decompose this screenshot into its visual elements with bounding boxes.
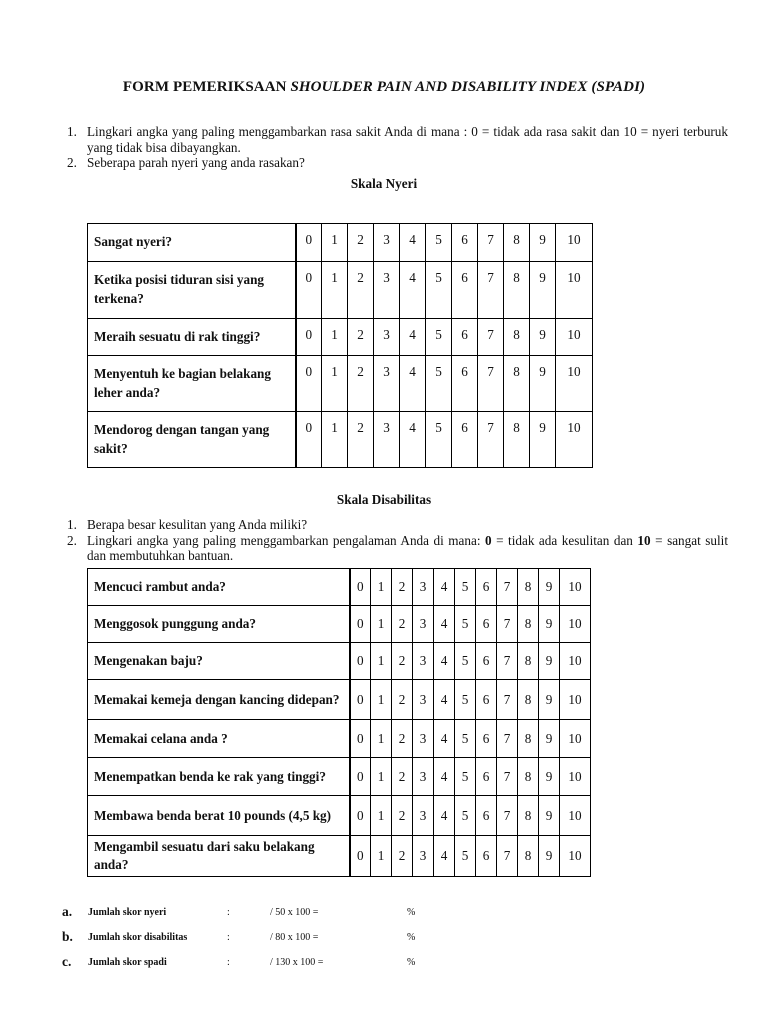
disability-table-row: [88, 643, 591, 680]
scale-option-4[interactable]: 4: [400, 319, 426, 356]
summary-letter: a.: [62, 904, 73, 919]
scale-option-4[interactable]: 4: [434, 836, 455, 877]
scale-option-9[interactable]: 9: [530, 262, 556, 319]
summary-label: Jumlah skor disabilitas: [88, 932, 188, 943]
list-number: 2.: [67, 155, 77, 170]
scale-option-10[interactable]: 10: [560, 720, 591, 758]
scale-option-8[interactable]: 8: [518, 836, 539, 877]
scale-option-3[interactable]: 3: [413, 680, 434, 720]
scale-option-10[interactable]: 10: [556, 262, 593, 319]
scale-option-9[interactable]: 9: [539, 606, 560, 643]
pain-table-row: [88, 412, 593, 468]
question-label: Meraih sesuatu di rak tinggi?: [88, 319, 296, 356]
scale-option-5[interactable]: 5: [426, 262, 452, 319]
scale-option-3[interactable]: 3: [374, 319, 400, 356]
summary-percent: %: [407, 932, 416, 943]
question-label: Sangat nyeri?: [88, 224, 296, 262]
scale-option-5[interactable]: 5: [426, 356, 452, 412]
scale-option-5[interactable]: 5: [455, 796, 476, 836]
summary-label: Jumlah skor nyeri: [88, 907, 167, 918]
scale-option-2[interactable]: 2: [348, 262, 374, 319]
scale-option-6[interactable]: 6: [476, 606, 497, 643]
scale-option-8[interactable]: 8: [504, 356, 530, 412]
disability-table-row: [88, 758, 591, 796]
scale-option-9[interactable]: 9: [530, 412, 556, 468]
scale-option-9[interactable]: 9: [530, 356, 556, 412]
disability-table-row: [88, 680, 591, 720]
scale-option-10[interactable]: 10: [560, 680, 591, 720]
scale-option-8[interactable]: 8: [518, 643, 539, 680]
scale-option-3[interactable]: 3: [413, 836, 434, 877]
summary-letter: b.: [62, 929, 73, 944]
scale-option-3[interactable]: 3: [374, 262, 400, 319]
scale-option-6[interactable]: 6: [452, 262, 478, 319]
scale-option-3[interactable]: 3: [374, 356, 400, 412]
scale-option-0[interactable]: 0: [350, 569, 371, 606]
scale-option-9[interactable]: 9: [539, 720, 560, 758]
disability-instruction-1: [60, 517, 728, 533]
summary-formula: / 130 x 100 =: [270, 957, 324, 968]
scale-option-1[interactable]: 1: [371, 796, 392, 836]
scale-option-8[interactable]: 8: [518, 606, 539, 643]
scale-option-0[interactable]: 0: [296, 412, 322, 468]
summary-colon: :: [227, 957, 230, 968]
scale-option-7[interactable]: 7: [497, 569, 518, 606]
scale-option-6[interactable]: 6: [452, 356, 478, 412]
disability-table-row: [88, 796, 591, 836]
scale-option-1[interactable]: 1: [371, 758, 392, 796]
summary-percent: %: [407, 907, 416, 918]
scale-option-4[interactable]: 4: [400, 224, 426, 262]
scale-option-6[interactable]: 6: [476, 836, 497, 877]
scale-option-1[interactable]: 1: [371, 720, 392, 758]
question-label: Membawa benda berat 10 pounds (4,5 kg): [88, 796, 350, 836]
list-number: 1.: [67, 517, 77, 532]
scale-option-3[interactable]: 3: [413, 796, 434, 836]
pain-table-row: [88, 319, 593, 356]
scale-option-2[interactable]: 2: [348, 412, 374, 468]
scale-option-7[interactable]: 7: [478, 262, 504, 319]
pain-table-row: [88, 356, 593, 412]
question-label: Mencuci rambut anda?: [88, 569, 350, 606]
scale-option-7[interactable]: 7: [478, 356, 504, 412]
scale-option-5[interactable]: 5: [455, 720, 476, 758]
scale-option-0[interactable]: 0: [296, 224, 322, 262]
instruction-bold-zero: 0: [485, 532, 492, 548]
scale-option-4[interactable]: 4: [434, 606, 455, 643]
scale-option-7[interactable]: 7: [497, 643, 518, 680]
scale-option-4[interactable]: 4: [434, 643, 455, 680]
scale-option-10[interactable]: 10: [560, 758, 591, 796]
scale-option-6[interactable]: 6: [452, 412, 478, 468]
disability-instructions: [60, 517, 728, 564]
scale-option-7[interactable]: 7: [497, 796, 518, 836]
scale-option-2[interactable]: 2: [392, 569, 413, 606]
pain-scale-title: Skala Nyeri: [350, 176, 418, 191]
form-title: [0, 79, 768, 96]
scale-option-0[interactable]: 0: [350, 606, 371, 643]
instruction-text-c: = sangat sulit dan membutuhkan bantuan.: [87, 532, 728, 563]
pain-table-row: [88, 262, 593, 319]
scale-option-1[interactable]: 1: [371, 643, 392, 680]
instruction-text-b: = tidak ada kesulitan dan: [491, 532, 638, 548]
scale-option-6[interactable]: 6: [452, 224, 478, 262]
scale-option-3[interactable]: 3: [413, 720, 434, 758]
scale-option-0[interactable]: 0: [296, 262, 322, 319]
scale-option-5[interactable]: 5: [455, 758, 476, 796]
scale-option-10[interactable]: 10: [556, 356, 593, 412]
scale-option-3[interactable]: 3: [374, 224, 400, 262]
scale-option-3[interactable]: 3: [413, 569, 434, 606]
summary-formula: / 50 x 100 =: [270, 907, 319, 918]
scale-option-2[interactable]: 2: [392, 680, 413, 720]
scale-option-6[interactable]: 6: [452, 319, 478, 356]
scale-option-5[interactable]: 5: [455, 643, 476, 680]
scale-option-1[interactable]: 1: [371, 569, 392, 606]
scale-option-4[interactable]: 4: [434, 680, 455, 720]
scale-option-2[interactable]: 2: [392, 796, 413, 836]
scale-option-0[interactable]: 0: [296, 356, 322, 412]
instruction-bold-ten: 10: [637, 532, 651, 548]
question-label: Menggosok punggung anda?: [88, 606, 350, 643]
scale-option-5[interactable]: 5: [455, 680, 476, 720]
scale-option-5[interactable]: 5: [426, 412, 452, 468]
question-label: Mengambil sesuatu dari saku belakang anda?: [88, 836, 350, 877]
scale-option-2[interactable]: 2: [392, 720, 413, 758]
scale-option-1[interactable]: 1: [371, 680, 392, 720]
scale-option-9[interactable]: 9: [530, 319, 556, 356]
scale-option-10[interactable]: 10: [560, 606, 591, 643]
scale-option-4[interactable]: 4: [400, 262, 426, 319]
scale-option-6[interactable]: 6: [476, 720, 497, 758]
summary-label: Jumlah skor spadi: [88, 957, 167, 968]
scale-option-4[interactable]: 4: [434, 720, 455, 758]
scale-option-10[interactable]: 10: [560, 643, 591, 680]
instruction-text-a: Lingkari angka yang paling menggambarkan pengalaman Anda di mana:: [87, 532, 485, 548]
list-number: 2.: [67, 532, 77, 548]
scale-option-2[interactable]: 2: [392, 643, 413, 680]
scale-option-0[interactable]: 0: [350, 720, 371, 758]
scale-option-8[interactable]: 8: [504, 224, 530, 262]
scale-option-3[interactable]: 3: [374, 412, 400, 468]
question-label: Memakai kemeja dengan kancing didepan?: [88, 680, 350, 720]
scale-option-2[interactable]: 2: [348, 356, 374, 412]
scale-option-10[interactable]: 10: [560, 796, 591, 836]
scale-option-1[interactable]: 1: [322, 319, 348, 356]
question-label: Ketika posisi tiduran sisi yang terkena?: [88, 262, 296, 319]
scale-option-8[interactable]: 8: [504, 412, 530, 468]
scale-option-6[interactable]: 6: [476, 758, 497, 796]
summary-percent: %: [407, 957, 416, 968]
question-label: Memakai celana anda ?: [88, 720, 350, 758]
disability-instruction-2: [60, 533, 728, 564]
scale-option-8[interactable]: 8: [518, 680, 539, 720]
scale-option-9[interactable]: 9: [539, 569, 560, 606]
summary-colon: :: [227, 932, 230, 943]
scale-option-7[interactable]: 7: [478, 319, 504, 356]
pain-table-row: [88, 224, 593, 262]
scale-option-2[interactable]: 2: [392, 758, 413, 796]
scale-option-10[interactable]: 10: [556, 224, 593, 262]
scale-option-4[interactable]: 4: [400, 356, 426, 412]
instruction-text: Berapa besar kesulitan yang Anda miliki?: [87, 517, 308, 532]
question-label: Menempatkan benda ke rak yang tinggi?: [88, 758, 350, 796]
scale-option-10[interactable]: 10: [556, 319, 593, 356]
scale-option-10[interactable]: 10: [560, 569, 591, 606]
pain-scale-table: [87, 223, 593, 468]
scale-option-0[interactable]: 0: [350, 758, 371, 796]
scale-option-7[interactable]: 7: [497, 680, 518, 720]
scale-option-1[interactable]: 1: [371, 606, 392, 643]
scale-option-0[interactable]: 0: [350, 643, 371, 680]
scale-option-7[interactable]: 7: [497, 720, 518, 758]
summary-letter: c.: [62, 954, 72, 969]
summary-formula: / 80 x 100 =: [270, 932, 319, 943]
scale-option-9[interactable]: 9: [539, 796, 560, 836]
scale-option-0[interactable]: 0: [350, 836, 371, 877]
summary-colon: :: [227, 907, 230, 918]
disability-table-row: [88, 836, 591, 877]
scale-option-6[interactable]: 6: [476, 643, 497, 680]
scale-option-2[interactable]: 2: [392, 836, 413, 877]
scale-option-9[interactable]: 9: [539, 680, 560, 720]
scale-option-3[interactable]: 3: [413, 758, 434, 796]
scale-option-2[interactable]: 2: [348, 224, 374, 262]
scale-option-7[interactable]: 7: [478, 412, 504, 468]
disability-table-row: [88, 569, 591, 606]
list-number: 1.: [67, 124, 77, 139]
scale-option-7[interactable]: 7: [478, 224, 504, 262]
scale-option-2[interactable]: 2: [348, 319, 374, 356]
scale-option-8[interactable]: 8: [504, 262, 530, 319]
scale-option-10[interactable]: 10: [560, 836, 591, 877]
disability-table-row: [88, 606, 591, 643]
scale-option-6[interactable]: 6: [476, 569, 497, 606]
scale-option-10[interactable]: 10: [556, 412, 593, 468]
scale-option-0[interactable]: 0: [350, 796, 371, 836]
instruction-text: Lingkari angka yang paling menggambarkan rasa sakit Anda di mana : 0 = tidak ada rasa sakit dan 10 = nyeri terburuk yang tidak bisa dibayangkan.: [87, 124, 728, 155]
scale-option-7[interactable]: 7: [497, 758, 518, 796]
pain-instruction-2: [60, 155, 728, 171]
disability-scale-table: [87, 568, 591, 877]
scale-option-3[interactable]: 3: [413, 606, 434, 643]
scale-option-1[interactable]: 1: [322, 356, 348, 412]
scale-option-4[interactable]: 4: [434, 796, 455, 836]
scale-option-1[interactable]: 1: [322, 412, 348, 468]
pain-instruction-1: [60, 124, 728, 155]
scale-option-6[interactable]: 6: [476, 680, 497, 720]
scale-option-9[interactable]: 9: [539, 836, 560, 877]
instruction-text: Seberapa parah nyeri yang anda rasakan?: [87, 155, 305, 170]
pain-instructions: [60, 124, 728, 171]
scale-option-2[interactable]: 2: [392, 606, 413, 643]
scale-option-1[interactable]: 1: [322, 224, 348, 262]
disability-table-row: [88, 720, 591, 758]
scale-option-4[interactable]: 4: [434, 758, 455, 796]
disability-scale-title: Skala Disabilitas: [336, 492, 432, 507]
scale-option-4[interactable]: 4: [400, 412, 426, 468]
scale-option-9[interactable]: 9: [539, 643, 560, 680]
scale-option-7[interactable]: 7: [497, 836, 518, 877]
scale-option-1[interactable]: 1: [371, 836, 392, 877]
question-label: Mengenakan baju?: [88, 643, 350, 680]
scale-option-5[interactable]: 5: [426, 224, 452, 262]
scale-option-5[interactable]: 5: [426, 319, 452, 356]
scale-option-8[interactable]: 8: [518, 569, 539, 606]
scale-option-0[interactable]: 0: [350, 680, 371, 720]
scale-option-5[interactable]: 5: [455, 606, 476, 643]
scale-option-3[interactable]: 3: [413, 643, 434, 680]
scale-option-5[interactable]: 5: [455, 569, 476, 606]
question-label: Menyentuh ke bagian belakang leher anda?: [88, 356, 296, 412]
scale-option-4[interactable]: 4: [434, 569, 455, 606]
scale-option-6[interactable]: 6: [476, 796, 497, 836]
scale-option-8[interactable]: 8: [518, 796, 539, 836]
scale-option-8[interactable]: 8: [518, 720, 539, 758]
scale-option-0[interactable]: 0: [296, 319, 322, 356]
form-title-italic: SHOULDER PAIN AND DISABILITY INDEX (SPADI): [290, 79, 646, 95]
scale-option-7[interactable]: 7: [497, 606, 518, 643]
scale-option-5[interactable]: 5: [455, 836, 476, 877]
scale-option-9[interactable]: 9: [539, 758, 560, 796]
scale-option-1[interactable]: 1: [322, 262, 348, 319]
scale-option-9[interactable]: 9: [530, 224, 556, 262]
form-title-prefix: FORM PEMERIKSAAN: [122, 79, 287, 95]
scale-option-8[interactable]: 8: [518, 758, 539, 796]
scale-option-8[interactable]: 8: [504, 319, 530, 356]
question-label: Mendorog dengan tangan yang sakit?: [88, 412, 296, 468]
